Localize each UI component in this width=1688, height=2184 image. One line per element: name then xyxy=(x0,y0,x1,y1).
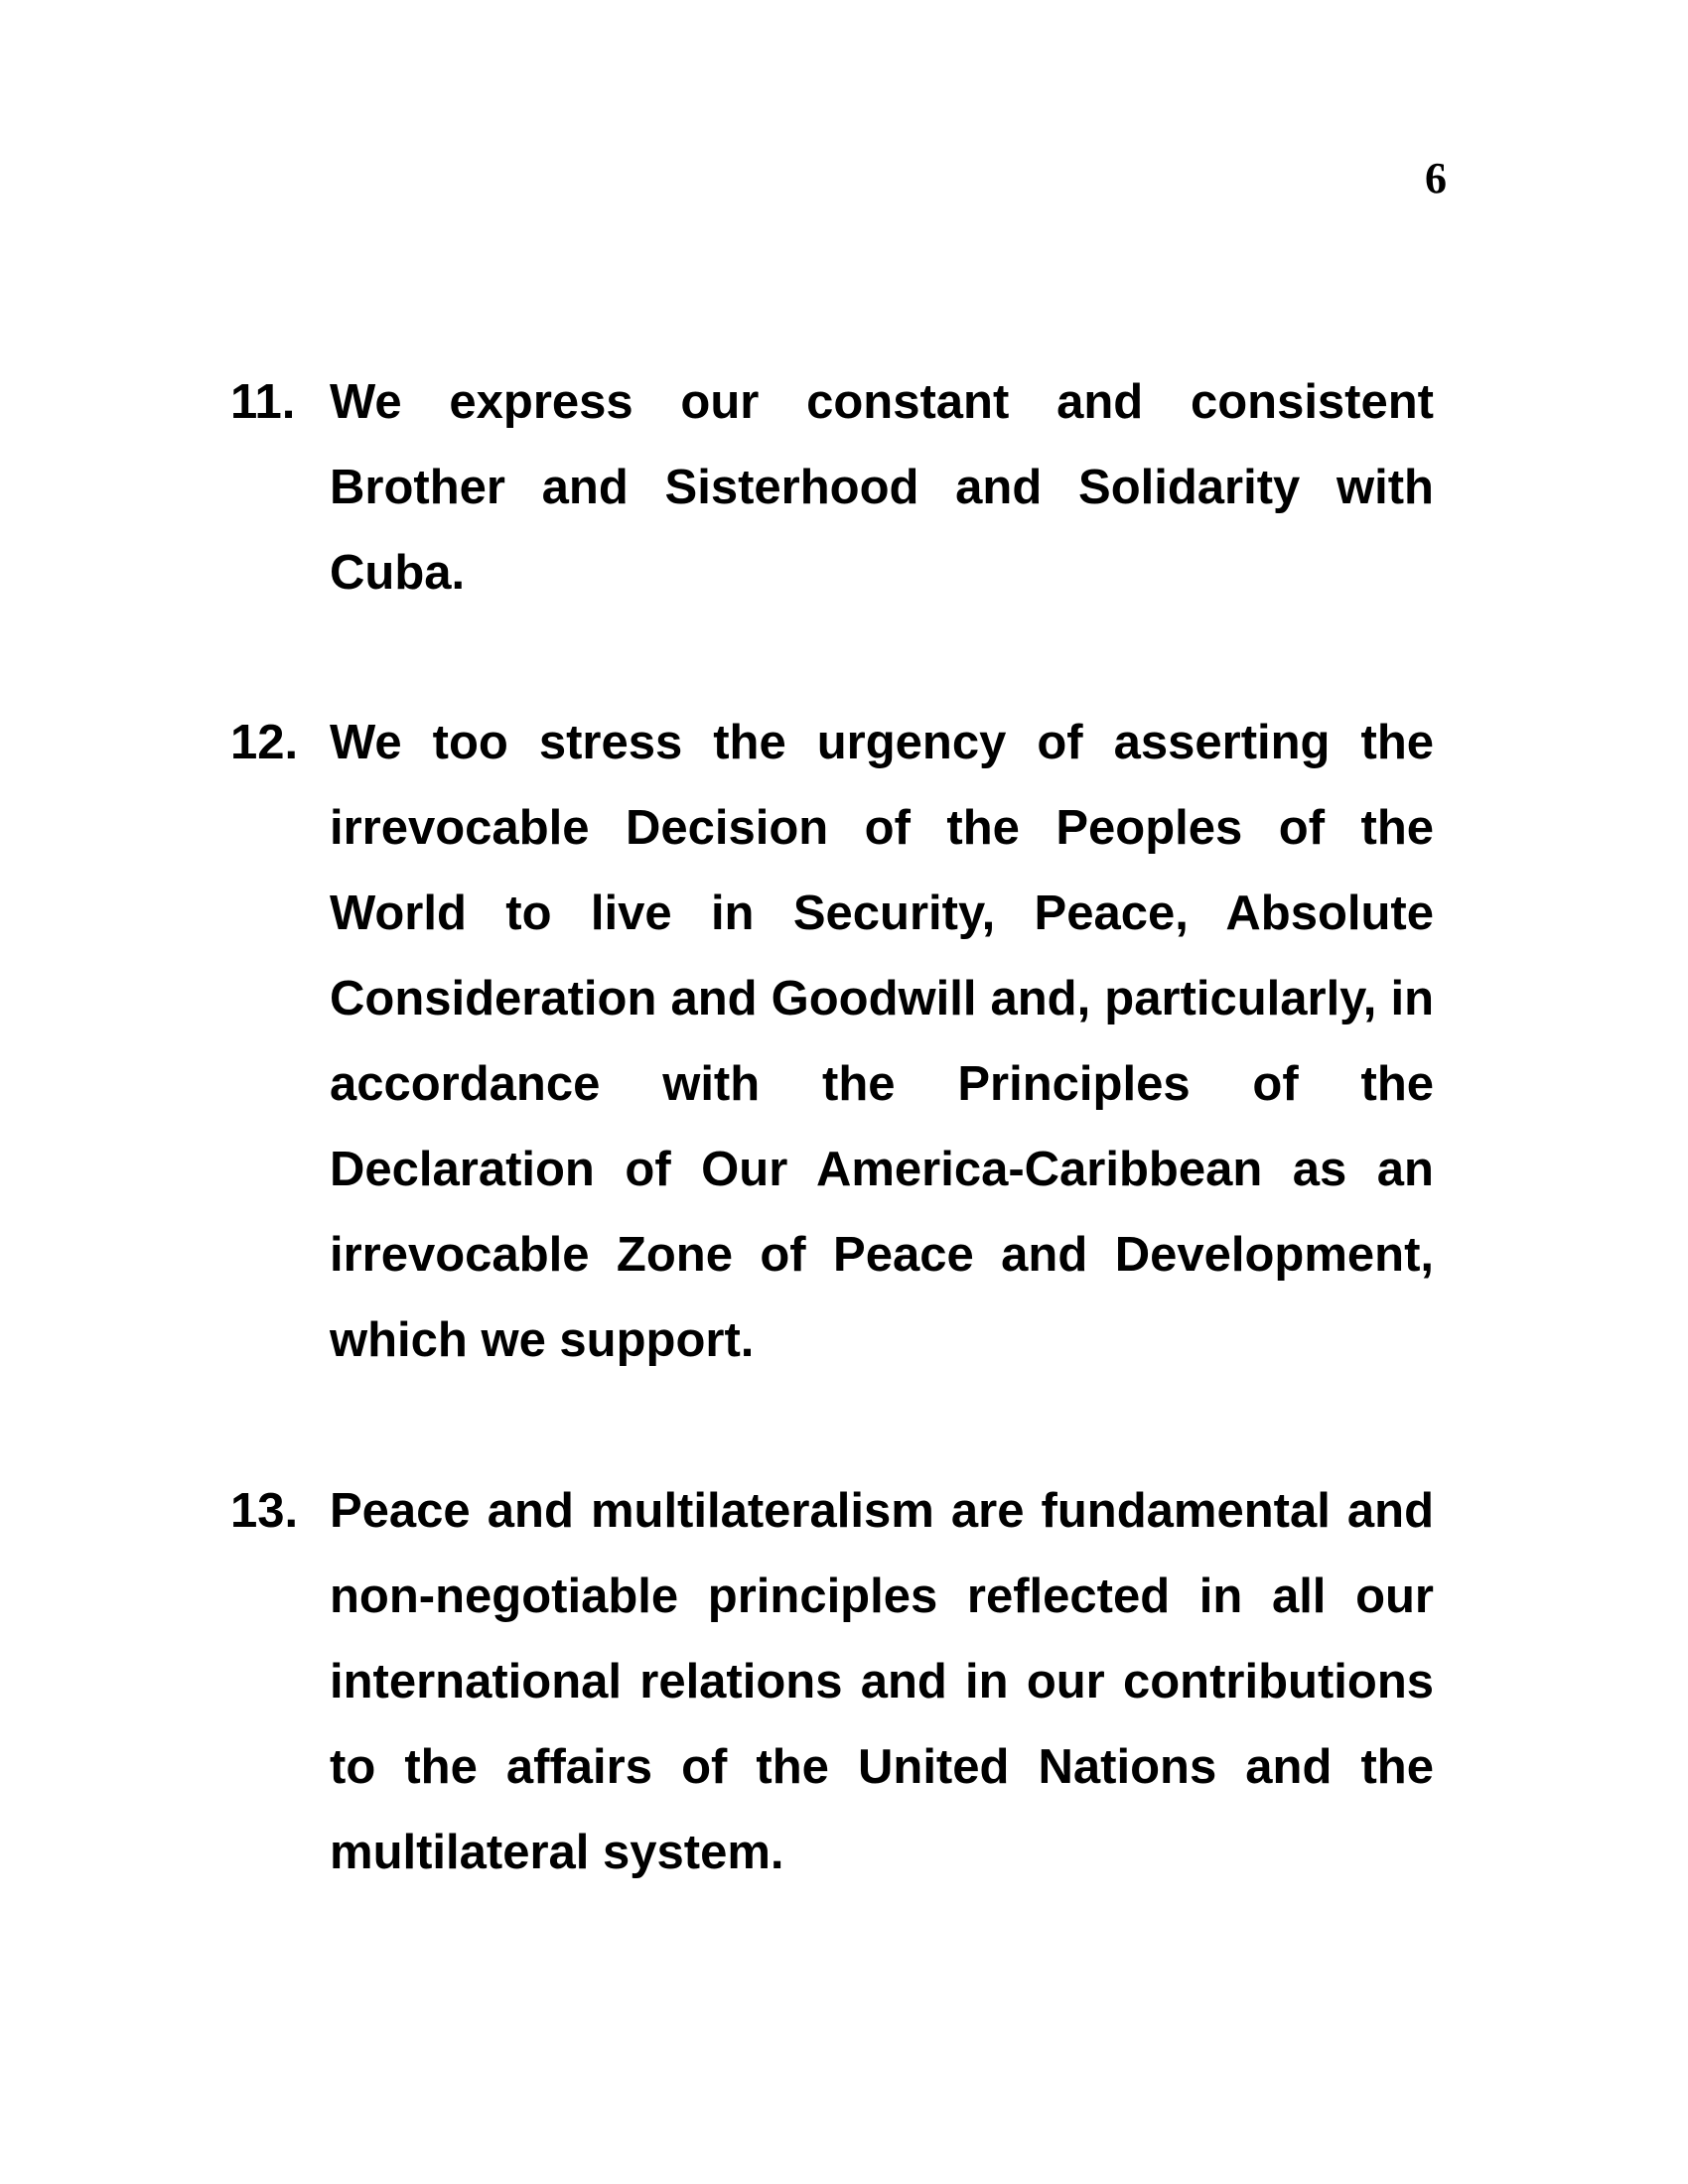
paragraph-text: Peace and multilateralism are fundamental and non-negotiable principles reflected in all our international relations and in our contributions to the affairs of the United Nations and the multilateral system. xyxy=(330,1484,1434,1879)
page-number: 6 xyxy=(1425,154,1447,203)
paragraph-text: We express our constant and consistent Brother and Sisterhood and Solidarity with Cuba. xyxy=(330,375,1434,600)
paragraph-number: 12. xyxy=(230,716,299,769)
paragraph-12 xyxy=(230,700,1434,1383)
paragraph-text: We too stress the urgency of asserting the irrevocable Decision of the Peoples of the World to live in Security, Peace, Absolute Consideration and Goodwill and, particularly, in accordance with the Principles of the Declaration of Our America-Caribbean as an irrevocable Zone of Peace and Development, which we support. xyxy=(330,716,1434,1367)
paragraph-number: 13. xyxy=(230,1484,299,1538)
paragraph-number: 11. xyxy=(230,375,296,429)
paragraph-11 xyxy=(230,359,1434,615)
paragraph-13 xyxy=(230,1468,1434,1895)
